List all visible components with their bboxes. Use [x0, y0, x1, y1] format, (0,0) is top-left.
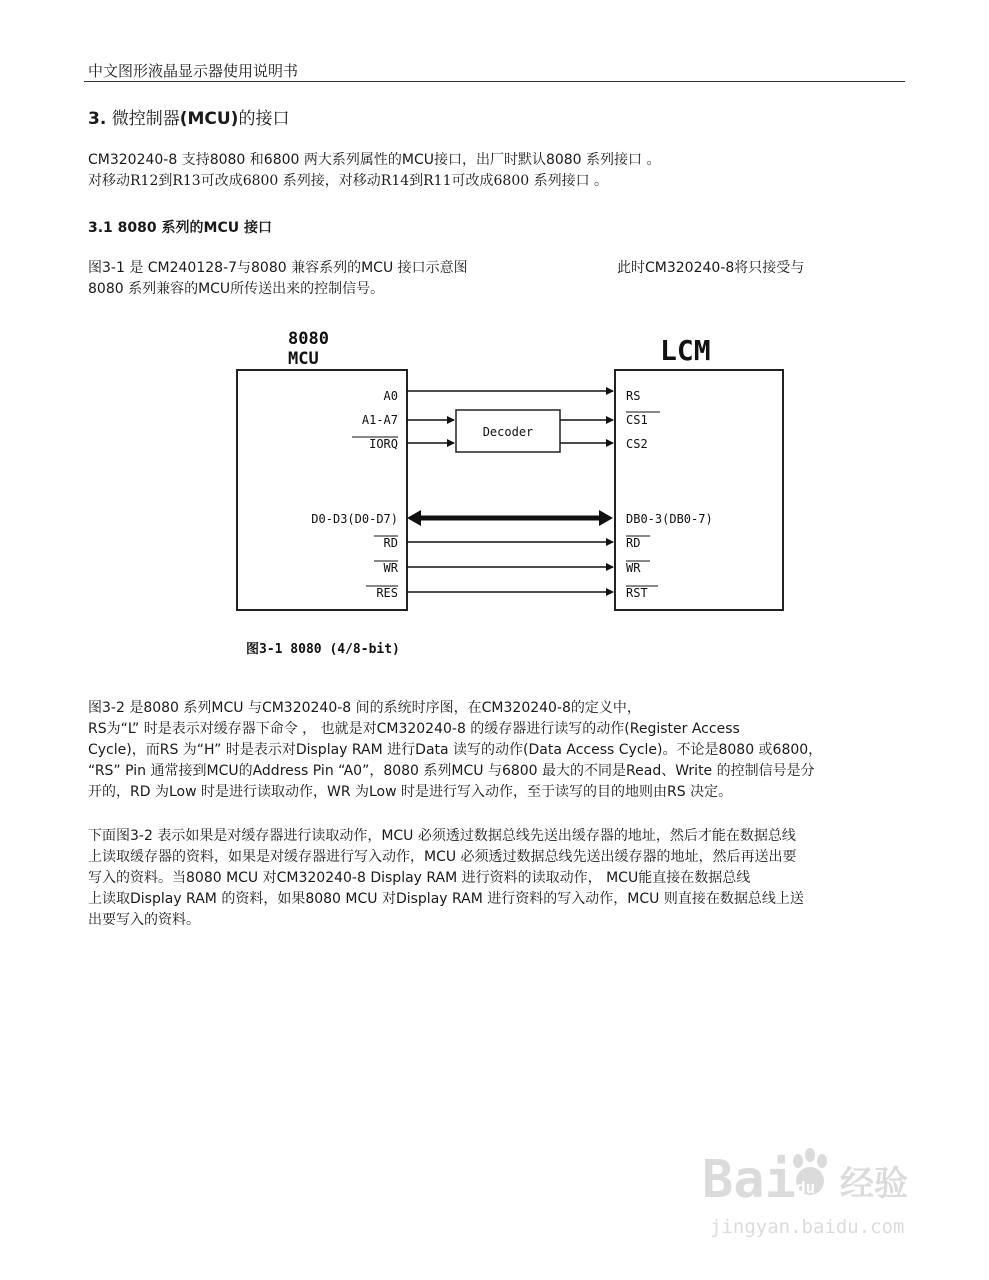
mcu-pin-a1-a7: A1-A7 — [361, 413, 398, 427]
intro-line-2: 对移动R12到R13可改成6800 系列接，对移动R14到R11可改成6800 系列接口 。 — [88, 173, 609, 189]
paragraph-line: 下面图3-2 表示如果是对缓存器进行读取动作，MCU 必须透过数据总线先送出缓存器的地址，然后才能在数据总线 — [88, 828, 796, 844]
mcu-pin-wr: WR — [383, 561, 398, 575]
subsection-title: 3.1 8080 系列的MCU 接口 — [88, 220, 272, 236]
watermark-brand-du: du — [796, 1178, 816, 1197]
section-number: 3. — [88, 109, 107, 129]
mcu-pin-a0: A0 — [383, 389, 398, 403]
mcu-title-line-2: MCU — [288, 349, 319, 369]
paragraph-line: 上读取Display RAM 的资料，如果8080 MCU 对Display RAM 进行资料的写入动作，MCU 则直接在数据总线上送 — [88, 891, 804, 907]
lcm-pin-rs: RS — [626, 389, 641, 403]
paragraph-read-write — [88, 826, 908, 931]
mcu-pin-iorq: IORQ — [369, 437, 398, 451]
section-title-post: 的接口 — [238, 109, 290, 129]
paragraph-line: RS为“L” 时是表示对缓存器下命令 ， 也就是对CM320240-8 的缓存器进行读写的动作(Register Access — [88, 721, 740, 737]
paragraph-line: “RS” Pin 通常接到MCU的Address Pin “A0”，8080 系列MCU 与6800 最大的不同是Read、Write 的控制信号是分 — [88, 763, 815, 779]
mcu-box — [237, 370, 407, 610]
figure-caption: 图3-1 8080 (4/8-bit) — [246, 642, 400, 657]
section-title-bold: (MCU) — [179, 109, 239, 129]
data-bus-arrow-left — [407, 510, 421, 526]
lcm-pin-rd: RD — [626, 536, 641, 550]
decoder-label: Decoder — [482, 425, 534, 439]
paragraph-line: 出要写入的资料。 — [88, 912, 200, 928]
paragraph-line: 上读取缓存器的资料，如果是对缓存器进行写入动作，MCU 必须透过数据总线先送出缓存器的地址，然后再送出要 — [88, 849, 797, 865]
paragraph-line: Cycle)，而RS 为“H” 时是表示对Display RAM 进行Data 读写的动作(Data Access Cycle)。不论是8080 或6800， — [88, 742, 823, 758]
mcu-title-line-1: 8080 — [288, 329, 329, 349]
figure-desc-line-2: 8080 系列兼容的MCU所传送出来的控制信号。 — [88, 281, 385, 297]
figure-desc-right: 此时CM320240-8将只接受与 — [617, 260, 805, 276]
mcu-pin-res: RES — [376, 586, 398, 600]
lcm-pin-cs1: CS1 — [626, 413, 648, 427]
paragraph-line: 开的，RD 为Low 时是进行读取动作，WR 为Low 时是进行写入动作，至于读写的目的地则由RS 决定。 — [88, 784, 733, 800]
lcm-pin-wr: WR — [626, 561, 641, 575]
paragraph-line: 写入的资料。当8080 MCU 对CM320240-8 Display RAM 进行资料的读取动作， MCU能直接在数据总线 — [88, 870, 751, 886]
lcm-pin-data-bus: DB0-3(DB0-7) — [626, 512, 713, 526]
watermark-brand: Bai — [702, 1150, 796, 1210]
figure-desc-left: 图3-1 是 CM240128-7与8080 兼容系列的MCU 接口示意图 — [88, 260, 468, 276]
section-title-pre: 微控制器 — [111, 109, 180, 129]
watermark-url: jingyan.baidu.com — [710, 1216, 905, 1238]
lcm-pin-cs2: CS2 — [626, 437, 648, 451]
intro-line-1: CM320240-8 支持8080 和6800 两大系列属性的MCU接口，出厂时默认8080 系列接口 。 — [88, 152, 661, 168]
lcm-title: LCM — [660, 334, 711, 367]
data-bus-arrow-right — [599, 510, 613, 526]
paragraph-line: 图3-2 是8080 系列MCU 与CM320240-8 间的系统时序图，在CM320240-8的定义中， — [88, 700, 641, 716]
document-header: 中文图形液晶显示器使用说明书 — [88, 62, 299, 80]
watermark-cn: 经验 — [840, 1164, 908, 1204]
mcu-pin-data-bus: D0-D3(D0-D7) — [311, 512, 398, 526]
mcu-pin-rd: RD — [383, 536, 398, 550]
baidu-watermark-logo — [700, 1135, 940, 1245]
paragraph-timing — [88, 698, 908, 803]
lcm-pin-rst: RST — [626, 586, 648, 600]
